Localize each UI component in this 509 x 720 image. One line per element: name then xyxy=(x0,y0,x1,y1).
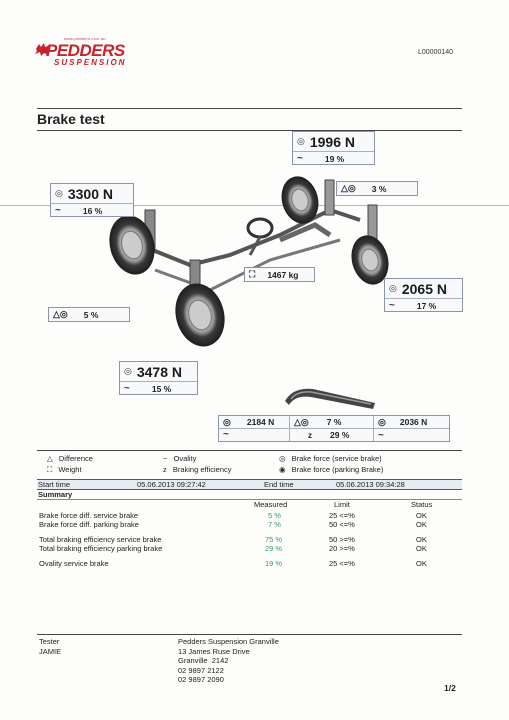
tilde-icon: ~ xyxy=(55,205,61,216)
rear-right-force: 2065 N xyxy=(401,280,448,297)
front-left-ovality: 16 % xyxy=(82,205,103,216)
triangle-icon: △◎ xyxy=(53,309,68,319)
legend-difference: △ Difference xyxy=(47,454,93,463)
title-rule xyxy=(37,108,462,109)
tester-block xyxy=(39,637,61,656)
parking-brake-box xyxy=(218,415,450,442)
disc-icon: ◎ xyxy=(55,188,63,198)
weight-box xyxy=(244,267,315,282)
address-line-1: 13 James Ruse Drive xyxy=(178,646,250,656)
front-right-force: 3478 N xyxy=(136,363,183,380)
logo-sub: SUSPENSION xyxy=(54,58,127,67)
parking-left-force: 2184 N xyxy=(246,417,275,427)
start-time-value: 05.06.2013 09:27:42 xyxy=(137,480,206,489)
legend-weight: ⛶ Weight xyxy=(47,465,82,474)
summary-row-name: Ovality service brake xyxy=(39,559,109,568)
rear-left-force: 1996 N xyxy=(309,133,356,150)
rear-diff-box xyxy=(336,181,418,196)
page-title: Brake test xyxy=(37,111,105,127)
parking-right-force: 2036 N xyxy=(399,417,428,427)
summary-row-limit: 50 >=% xyxy=(329,535,355,544)
phone-1: 02 9897 2122 xyxy=(178,665,224,675)
summary-row-name: Total braking efficiency service brake xyxy=(39,535,162,544)
legend-rule xyxy=(37,450,462,451)
rear-diff-value: 3 % xyxy=(371,183,387,194)
front-diff-value: 5 % xyxy=(83,309,99,320)
pedders-logo xyxy=(34,36,134,70)
summary-row-status: OK xyxy=(416,511,427,520)
weight-icon: ⛶ xyxy=(47,465,53,474)
summary-row-limit: 25 <=% xyxy=(329,559,355,568)
document-id: L00000140 xyxy=(418,49,454,56)
tester-name: JAMIE xyxy=(39,646,62,656)
disc-icon: ◎ xyxy=(279,454,286,463)
tilde-icon: ~ xyxy=(163,454,168,463)
address-block xyxy=(178,637,279,685)
tilde-icon: ~ xyxy=(297,153,303,164)
logo-url: www.pedders.com.au xyxy=(64,36,106,41)
disc-icon: ◎ xyxy=(297,136,305,146)
triangle-icon: △◎ xyxy=(294,416,309,427)
rear-left-box xyxy=(292,131,375,165)
end-time-label: End time xyxy=(264,480,294,489)
phone-2: 02 9897 2090 xyxy=(178,675,224,684)
summary-row-limit: 20 >=% xyxy=(329,544,355,553)
footer-rule xyxy=(37,634,462,635)
address-line-2: Granville 2142 xyxy=(178,656,229,665)
z-icon: z xyxy=(163,465,167,474)
summary-row-measured: 7 % xyxy=(268,520,281,529)
front-left-box xyxy=(50,183,134,217)
summary-rule xyxy=(37,499,462,500)
summary-row-measured: 29 % xyxy=(265,544,283,553)
parking-brake-handle xyxy=(283,383,378,413)
tilde-icon: ~ xyxy=(223,429,229,440)
triangle-icon: △ xyxy=(47,454,53,463)
title-underline xyxy=(37,130,462,131)
start-time-label: Start time xyxy=(38,480,71,489)
front-diff-box xyxy=(48,307,130,322)
header-measured: Measured xyxy=(254,500,288,509)
summary-row-name: Brake force diff. service brake xyxy=(39,511,139,520)
page-number: 1/2 xyxy=(444,683,456,693)
end-time-value: 05.06.2013 09:34:28 xyxy=(336,480,405,489)
summary-row-measured: 5 % xyxy=(268,511,281,520)
weight-value: 1467 kg xyxy=(267,269,299,280)
legend-efficiency: z Braking efficiency xyxy=(163,465,232,474)
parking-disc-icon: ◎ xyxy=(223,416,231,427)
summary-row-status: OK xyxy=(416,559,427,568)
disc-icon: ◎ xyxy=(389,283,397,293)
parking-disc-icon: ◎ xyxy=(378,416,386,427)
parking-diff-value: 7 % xyxy=(326,417,342,427)
summary-row-measured: 19 % xyxy=(265,559,283,568)
summary-row-name: Brake force diff. parking brake xyxy=(39,520,139,529)
triangle-icon: △◎ xyxy=(341,183,356,193)
front-left-force: 3300 N xyxy=(67,185,114,202)
summary-row-name: Total braking efficiency parking brake xyxy=(39,544,163,553)
front-right-box xyxy=(119,361,198,395)
summary-row-measured: 75 % xyxy=(265,535,283,544)
front-right-ovality: 15 % xyxy=(151,383,172,394)
rear-left-ovality: 19 % xyxy=(324,153,345,164)
summary-row-status: OK xyxy=(416,544,427,553)
legend-service: ◎ Brake force (service brake) xyxy=(279,454,382,463)
summary-row-status: OK xyxy=(416,520,427,529)
tester-label: Tester xyxy=(39,637,60,646)
z-icon: z xyxy=(308,430,312,440)
rear-right-ovality: 17 % xyxy=(416,300,437,311)
parking-disc-icon: ◉ xyxy=(279,465,286,474)
header-status: Status xyxy=(411,500,433,509)
header-limit: Limit xyxy=(334,500,350,509)
company-name: Pedders Suspension Granville xyxy=(178,637,279,646)
legend-parking: ◉ Brake force (parking Brake) xyxy=(279,465,384,474)
summary-row-limit: 50 <=% xyxy=(329,520,355,529)
summary-label: Summary xyxy=(38,490,73,499)
parking-efficiency: 29 % xyxy=(330,430,350,440)
disc-icon: ◎ xyxy=(124,366,132,376)
tilde-icon: ~ xyxy=(389,300,395,311)
summary-row-status: OK xyxy=(416,535,427,544)
weight-icon: ⛶ xyxy=(249,269,256,279)
summary-row-limit: 25 <=% xyxy=(329,511,355,520)
rear-right-box xyxy=(384,278,463,312)
logo-name: PEDDERS xyxy=(46,41,125,60)
tilde-icon: ~ xyxy=(378,429,384,441)
tilde-icon: ~ xyxy=(124,383,130,394)
legend-ovality: ~ Ovality xyxy=(163,454,197,463)
